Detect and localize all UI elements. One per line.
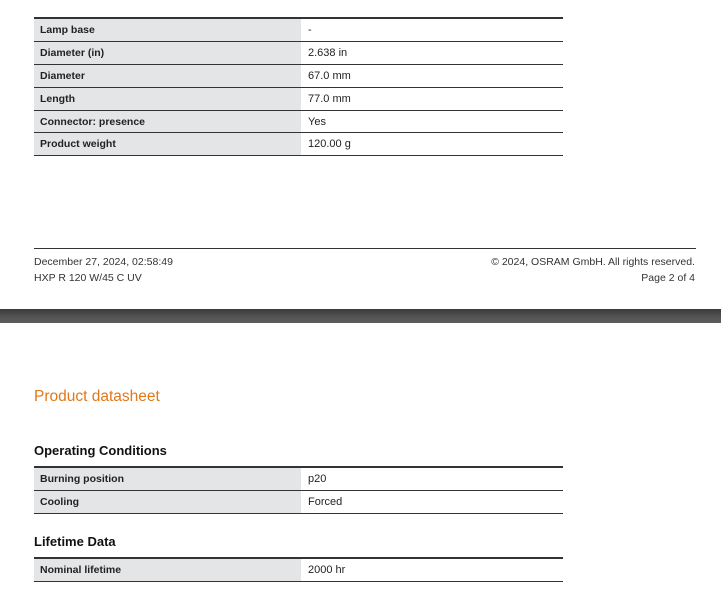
spec-label: Nominal lifetime	[34, 558, 301, 581]
table-row	[34, 18, 563, 41]
page-separator	[0, 309, 721, 323]
table-row	[34, 64, 563, 87]
spec-value: Yes	[301, 110, 563, 133]
footer-page-number: Page 2 of 4	[641, 272, 695, 284]
table-row	[34, 133, 563, 156]
spec-label: Length	[34, 87, 301, 110]
spec-value: 77.0 mm	[301, 87, 563, 110]
spec-label: Lamp base	[34, 18, 301, 41]
spec-value: Forced	[301, 490, 563, 513]
spec-label: Cooling	[34, 490, 301, 513]
spec-label: Diameter	[34, 64, 301, 87]
spec-label: Burning position	[34, 467, 301, 490]
table-row	[34, 41, 563, 64]
spec-value: 67.0 mm	[301, 64, 563, 87]
spec-label: Diameter (in)	[34, 41, 301, 64]
table-row	[34, 467, 563, 490]
spec-table	[34, 17, 563, 156]
table-row	[34, 110, 563, 133]
spec-label: Product weight	[34, 133, 301, 156]
lifetime-data-table	[34, 557, 563, 582]
table-row	[34, 490, 563, 513]
footer-product-name: HXP R 120 W/45 C UV	[34, 272, 142, 284]
spec-label: Connector: presence	[34, 110, 301, 133]
section-heading-lifetime-data: Lifetime Data	[34, 534, 116, 549]
operating-conditions-table	[34, 466, 563, 514]
table-row	[34, 87, 563, 110]
spec-value: 2000 hr	[301, 558, 563, 581]
spec-value: p20	[301, 467, 563, 490]
footer-copyright: © 2024, OSRAM GmbH. All rights reserved.	[491, 256, 695, 268]
spec-value: 120.00 g	[301, 133, 563, 156]
spec-value: 2.638 in	[301, 41, 563, 64]
section-heading-operating-conditions: Operating Conditions	[34, 443, 167, 458]
page-title: Product datasheet	[34, 388, 160, 405]
spec-value: -	[301, 18, 563, 41]
footer-divider	[34, 248, 696, 249]
footer-date: December 27, 2024, 02:58:49	[34, 256, 173, 268]
table-row	[34, 558, 563, 581]
